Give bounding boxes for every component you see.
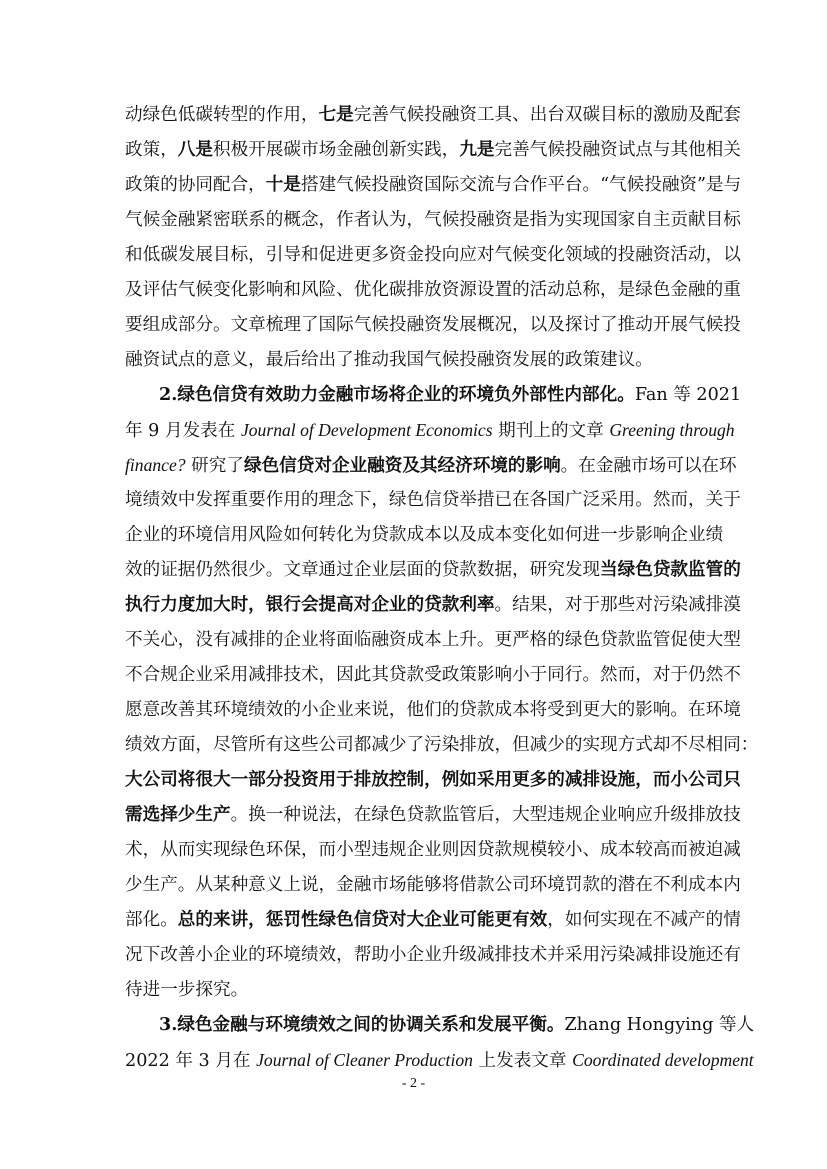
bold-text: 十是	[265, 174, 301, 195]
bold-text: 七是	[318, 104, 354, 125]
text-line	[125, 944, 741, 966]
text-run: 愿意改善其环境绩效的小企业来说，他们的贷款成本将受到更大的影响。在环境	[125, 700, 741, 720]
bold-text: 执行力度加大时，银行会提高对企业的贷款利率	[125, 594, 495, 615]
text-run: 不合规企业采用减排技术，因此其贷款受政策影响小于同行。然而，对于仍然不	[125, 665, 741, 685]
text-line	[125, 664, 741, 686]
text-run: 气候金融紧密联系的概念，作者认为，气候投融资是指为实现国家自主贡献目标	[125, 210, 741, 230]
text-run: 和低碳发展目标，引导和促进更多资金投向应对气候变化领域的投融资活动，以	[125, 245, 741, 265]
italic-title: finance?	[125, 455, 186, 475]
text-run: 术，从而实现绿色环保，而小型违规企业则因贷款规模较小、成本较高而被迫减	[125, 840, 741, 860]
text-line	[125, 244, 741, 266]
text-run: Zhang Hongying 等人	[564, 1015, 755, 1035]
text-run: Fan 等 2021	[634, 385, 742, 405]
bold-text: 绿色信贷对企业融资及其经济环境的影响	[243, 455, 561, 476]
bold-text: 当绿色贷款监管的	[600, 559, 741, 580]
text-run: 政策的协同配合，	[125, 175, 266, 195]
text-run: 2022 年 3 月在	[125, 1051, 257, 1071]
text-run: 上发表文章	[472, 1051, 573, 1071]
text-run: 要组成部分。文章梳理了国际气候投融资发展概况，以及探讨了推动开展气候投	[125, 315, 741, 335]
bold-text: 八是	[177, 139, 213, 160]
text-run: 政策，	[125, 140, 178, 160]
text-run: 年 9 月发表在	[125, 421, 241, 441]
text-line	[125, 769, 741, 791]
text-line	[125, 699, 741, 721]
text-line	[125, 524, 724, 546]
text-line	[125, 104, 741, 126]
text-line	[125, 454, 737, 477]
italic-title: Coordinated development	[572, 1050, 754, 1070]
text-line	[125, 314, 741, 336]
text-line	[125, 734, 759, 756]
text-line	[125, 979, 702, 1001]
text-line	[125, 804, 741, 826]
text-run: 积极开展碳市场金融创新实践，	[213, 140, 460, 160]
text-line	[125, 209, 741, 231]
bold-text: 大公司将很大一部分投资用于排放控制，例如采用更多的减排设施，而小公司只	[125, 769, 741, 790]
bold-text: 需选择少生产	[125, 804, 231, 825]
text-line	[125, 139, 741, 161]
text-line	[125, 1049, 754, 1072]
text-run: 研究了	[185, 456, 244, 476]
text-line	[159, 384, 742, 406]
text-line	[125, 279, 741, 301]
text-run: 。结果，对于那些对污染减排漠	[494, 595, 741, 615]
italic-title: Journal of Development Economics	[240, 420, 493, 440]
text-run: 少生产。从某种意义上说，金融市场能够将借款公司环境罚款的潜在不利成本内	[125, 875, 741, 895]
text-run: 企业的环境信用风险如何转化为贷款成本以及成本变化如何进一步影响企业绩	[125, 525, 724, 545]
text-line	[125, 839, 741, 861]
text-line	[125, 909, 741, 931]
page-number: - 2 -	[401, 1076, 426, 1091]
text-line	[125, 174, 742, 196]
text-run: 不关心，没有减排的企业将面临融资成本上升。更严格的绿色贷款监管促使大型	[125, 630, 741, 650]
text-run: 期刊上的文章	[492, 421, 610, 441]
text-line	[125, 559, 741, 581]
text-run: ，如何实现在不减产的情	[547, 910, 741, 930]
text-line	[159, 1014, 755, 1036]
text-run: 完善气候投融资工具、出台双碳目标的激励及配套	[353, 105, 741, 125]
text-run: 效的证据仍然很少。文章通过企业层面的贷款数据，研究发现	[125, 560, 601, 580]
text-run: 绩效方面，尽管所有这些公司都减少了污染排放，但减少的实现方式却不尽相同：	[125, 735, 759, 755]
text-run: 待进一步探究。	[125, 980, 249, 1000]
italic-title: Journal of Cleaner Production	[256, 1050, 473, 1070]
text-run: 境绩效中发挥重要作用的理念下，绿色信贷举措已在各国广泛采用。然而，关于	[125, 490, 741, 510]
text-line	[125, 419, 735, 442]
text-line	[125, 594, 741, 616]
text-line	[125, 629, 741, 651]
bold-text: 九是	[459, 139, 495, 160]
text-run: 。在金融市场可以在环	[560, 456, 737, 476]
text-run: 动绿色低碳转型的作用，	[125, 105, 319, 125]
text-line	[125, 349, 702, 371]
bold-text: 总的来讲，惩罚性绿色信贷对大企业可能更有效	[177, 909, 548, 930]
text-run: 况下改善小企业的环境绩效，帮助小企业升级减排技术并采用污染减排设施还有	[125, 945, 741, 965]
text-run: 完善气候投融资试点与其他相关	[494, 140, 741, 160]
text-run: 。换一种说法，在绿色贷款监管后，大型违规企业响应升级排放技	[230, 805, 741, 825]
text-line	[125, 489, 741, 511]
italic-title: Greening through	[609, 420, 735, 440]
text-run: 及评估气候变化影响和风险、优化碳排放资源设置的活动总称，是绿色金融的重	[125, 280, 741, 300]
text-run: 搭建气候投融资国际交流与合作平台。“气候投融资”是与	[300, 175, 742, 195]
bold-text: 3.绿色金融与环境绩效之间的协调关系和发展平衡。	[159, 1014, 565, 1035]
text-line	[125, 874, 741, 896]
bold-text: 2.绿色信贷有效助力金融市场将企业的环境负外部性内部化。	[159, 384, 635, 405]
text-run: 融资试点的意义，最后给出了推动我国气候投融资发展的政策建议。	[125, 350, 653, 370]
text-run: 部化。	[125, 910, 178, 930]
